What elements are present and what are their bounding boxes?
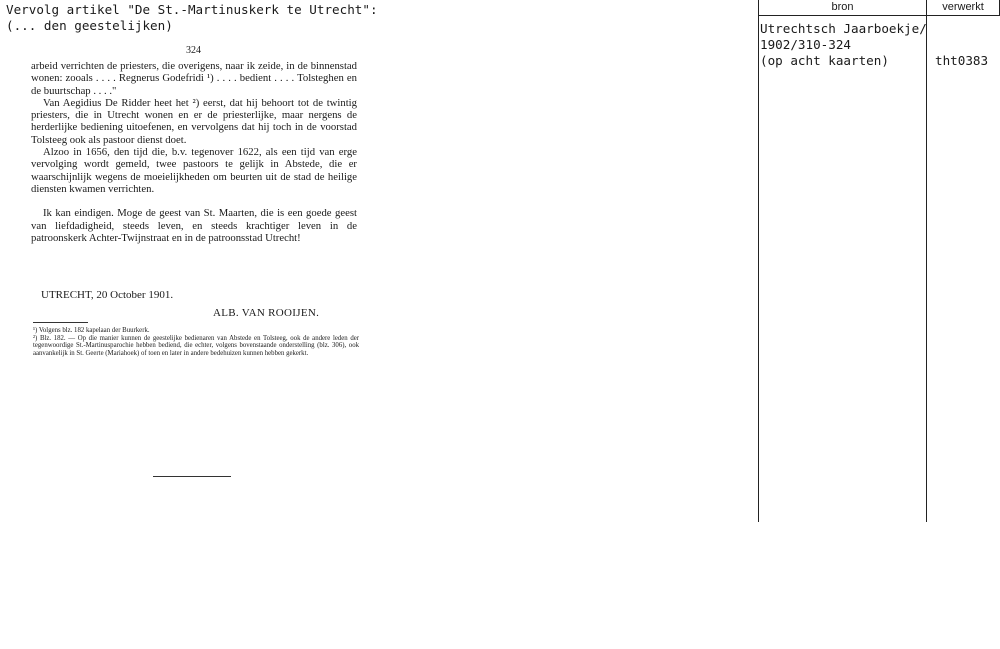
article-paragraph: Van Aegidius De Ridder heet het ²) eerst, dat hij behoort tot de twintig priesters, die in Utrecht wonen en er de priesterlijke, maar nergens de herderlijke bediening uitoefenen, en vervolgens dat hij toch in de voorstad Tolsteeg ook als pastoor dienst doet. [31, 96, 357, 146]
page-number: 324 [186, 45, 201, 56]
bron-cell [760, 21, 927, 69]
article-paragraph: Alzoo in 1656, den tijd die, b.v. tegenover 1622, als een tijd van erge vervolging wordt gemeld, twee pastoors te gelijk in Abstede, die er waarschijnlijk wegens de moeielijkheden om beurten uit de stad de heilige diensten kwamen verrichten. [31, 146, 357, 195]
document-header [6, 2, 378, 34]
column-header-bron: bron [831, 1, 854, 13]
dateline: UTRECHT, 20 October 1901. [41, 289, 174, 301]
table-header-rule [758, 15, 1000, 16]
article-paragraph: Ik kan eindigen. Moge de geest van St. Maarten, die is een goede geest van liefdadigheid, steeds leven, en steeds krachtiger leven in de patroonskerk Achter-Twijnstraat en in de patroonsstad Utrecht! [31, 207, 357, 244]
footnote: ¹) Volgens blz. 182 kapelaan der Buurkerk. [33, 327, 150, 334]
end-divider [153, 476, 231, 477]
article-body [31, 60, 357, 244]
author-signature: ALB. VAN ROOIJEN. [213, 307, 320, 319]
bron-line: (op acht kaarten) [760, 53, 889, 68]
footnote-divider [33, 322, 88, 323]
header-line-2: (... den geestelijken) [6, 18, 173, 33]
column-header-verwerkt: verwerkt [942, 1, 984, 13]
table-border-left [758, 0, 759, 522]
bron-line: Utrechtsch Jaarboekje/ [760, 21, 927, 36]
article-paragraph: arbeid verrichten de priesters, die overigens, naar ik zeide, in de binnenstad wonen: zooals . . . . Regnerus Godefridi ¹) . . . . bedient . . . . Tolsteghen en de buurtschap . . . ." [31, 60, 357, 97]
footnote: ²) Blz. 182. — Op die manier kunnen de geestelijke bedienaren van Abstede en Tolsteeg, ook de andere leden der tegenwoordige St.-Martinusparochie hebben bediend, die echter, volgens bovenstaande onderstelling (blz. 306), ook aanvankelijk in St. Geerte (Mariahoek) of toen en later in andere bedehuizen kunnen hebben gekerkt. [33, 334, 359, 357]
footnotes [33, 327, 359, 357]
bron-line: 1902/310-324 [760, 37, 851, 52]
table-column-divider [926, 0, 927, 522]
header-line-1: Vervolg artikel "De St.-Martinuskerk te Utrecht": [6, 2, 378, 17]
verwerkt-cell: tht0383 [935, 53, 989, 68]
